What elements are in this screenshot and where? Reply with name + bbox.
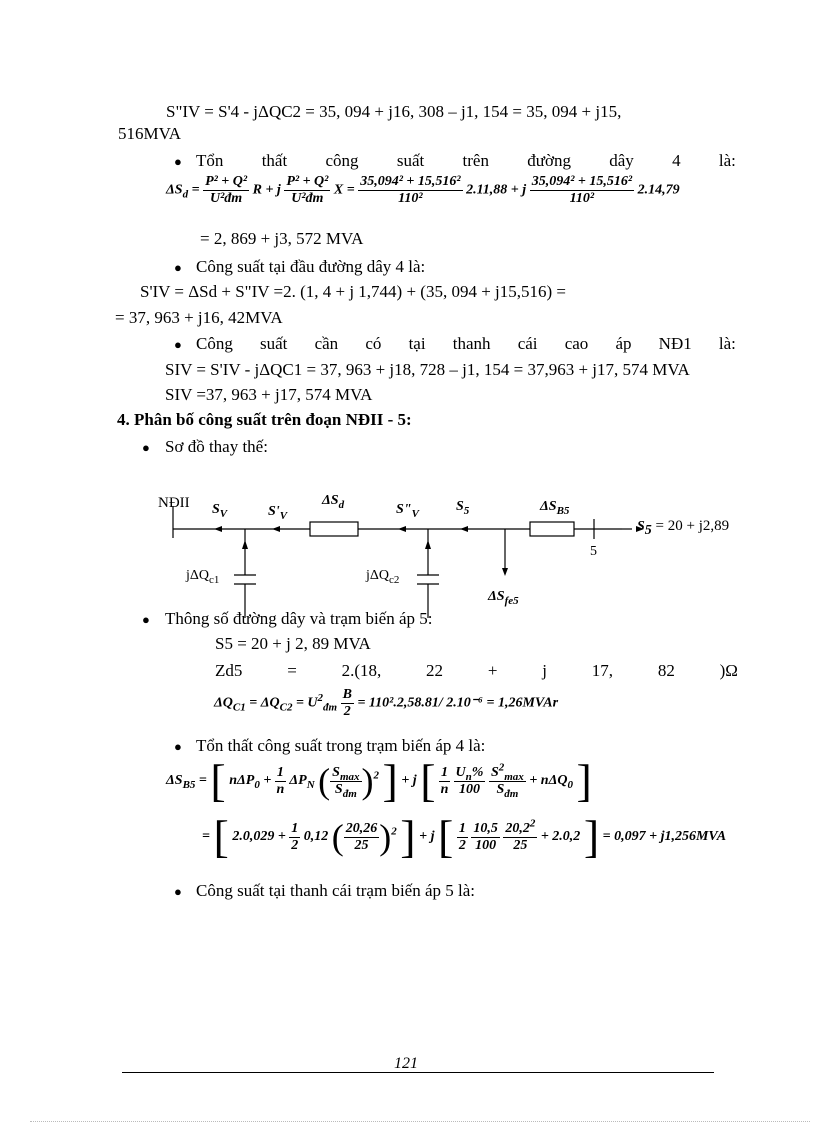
fraction: $\frac{\text{P² + Q²}}{\text{U²đm}}$ — [205, 174, 248, 206]
fraction: $\frac{S^2_{max}}{S_{đm}}$ — [490, 760, 524, 800]
line-SIV-calc: SIV = S'IV - jΔQC1 = 37, 963 + j18, 728 – j1, 154 = 37,963 + j17, 574 MVA — [165, 360, 690, 379]
bullet-dot: ● — [174, 739, 182, 754]
fraction: $\frac{1}{n}$ — [440, 764, 449, 797]
label-SV: $S_V$ — [212, 502, 228, 520]
fraction: $\frac{10,5}{100}$ — [473, 820, 498, 853]
bullet-dot: ● — [142, 440, 150, 455]
fraction: $\frac{20,2^2}{25}$ — [505, 816, 536, 853]
label-dSd: $\Delta S_d$ — [322, 493, 345, 511]
fraction: $\frac{1}{2}$ — [291, 820, 299, 853]
arrow — [272, 526, 280, 532]
bullet-dot: ● — [174, 154, 182, 169]
bullet-params: Thông số đường dây và trạm biến áp 5: — [165, 609, 433, 628]
diagram-node-label: NĐII — [158, 495, 190, 511]
line-SIV-double-prime — [166, 103, 739, 120]
page-edge-dotted — [30, 1121, 810, 1122]
label-dSfe5: $\Delta S_{fe5}$ — [488, 589, 519, 607]
arrow — [502, 568, 508, 576]
fraction: $\frac{U_n\%}{100}$ — [455, 764, 484, 797]
section-heading: 4. Phân bố công suất trên đoạn NĐII - 5: — [117, 410, 412, 429]
label-qc1: jΔQ$_{c1}$ — [186, 568, 220, 586]
arrow — [242, 540, 248, 549]
line-Zd5: Zd5 = 2.(18, 22 + j 17, 82 )Ω — [215, 661, 738, 680]
arrow — [398, 526, 406, 532]
formula-delta-Q: $\Delta Q_{C1} = \Delta Q_{C2} = U^2_{đm}$ $\frac{B}{2}$ = 110².2,58.81/ 2.10⁻⁶ = 1,26MVAr — [214, 687, 559, 719]
bullet-power-head4: Công suất tại đầu đường dây 4 là: — [196, 257, 426, 276]
line1-continuation: 516MVA — [118, 124, 181, 143]
formula-delta-SB5-numeric: = [ 2.0,029 + $\frac{1}{2}$ 0,12 ( $\frac{20,26}{25}$ )$^2$ ] + j [ $\frac{1}{2}$ $\frac{10,5}{100}$ $\frac{20,2^2}{25}$ + 2.0,2 ] = 0,097 + j1,256MVA — [202, 811, 727, 862]
line-impedance — [310, 522, 358, 536]
line1-main: S"IV = S'4 - jΔQC2 = 35, 094 + j16, 308 – j1, 154 = 35, 094 + j15, — [166, 102, 622, 121]
formula-delta-Sd: $\Delta S_d$ = $\frac{\text{P² + Q²}}{\text{U²đm}}$ R + j $\frac{\text{P² + Q²}}{\text{U²đm}}$ X = $\frac{\text{35,094² + 15,516²}}{\text{110²}}$ 2.11,88 + j $\frac{\text{35,094² + 15,516²}}{\text{110²}}$ 2.14,79 — [166, 174, 680, 206]
label-dSB5: $\Delta S_{B5}$ — [540, 499, 570, 517]
bullet-loss-tba: Tổn thất công suất trong trạm biến áp 4 là: — [196, 736, 486, 755]
arrow — [460, 526, 468, 532]
label-qc2: jΔQ$_{c2}$ — [366, 568, 400, 586]
line-SIV-prime: S'IV = ΔSd + S"IV =2. (1, 4 + j 1,744) + (35, 094 + j15,516) = — [140, 282, 567, 301]
bullet-dot: ● — [142, 612, 150, 627]
label-SV-double-prime: $S"_V$ — [396, 502, 419, 520]
fraction: $\frac{B}{2}$ — [342, 687, 352, 719]
fraction: $\frac{1}{n}$ — [276, 764, 285, 797]
line-S5: S5 = 20 + j 2, 89 MVA — [215, 634, 371, 653]
bullet-dot: ● — [174, 884, 182, 899]
fraction: $\frac{1}{2}$ — [458, 820, 466, 853]
transformer-impedance — [530, 522, 574, 536]
line-SIV-final: SIV =37, 963 + j17, 574 MVA — [165, 385, 373, 404]
footer-rule — [122, 1072, 714, 1073]
bullet-power-bus5: Công suất tại thanh cái trạm biến áp 5 là: — [196, 881, 476, 900]
formula-full-texts: Δ — [0, 0, 1, 1]
formula-delta-SB5: $\Delta S_{B5}$ = [ nΔP$_0$ + $\frac{1}{n}$ $\Delta P_N$ ( $\frac{S_{max}}{S_{đm}}$ )$^2$ ] + j [ $\frac{1}{n}$ $\frac{U_n\%}{100}$ $\frac{S^2_{max}}{S_{đm}}$ + nΔQ$_0$ ] — [166, 755, 592, 806]
fraction: $\frac{\text{35,094² + 15,516²}}{\text{110²}}$ — [360, 174, 461, 206]
result-delta-Sd: = 2, 869 + j3, 572 MVA — [200, 229, 364, 248]
fraction: $\frac{\text{35,094² + 15,516²}}{\text{110²}}$ — [531, 174, 633, 206]
bullet-loss-line4: Tổn thất công suất trên đường dây 4 là: — [196, 151, 736, 170]
bullet-dot: ● — [174, 337, 182, 352]
fraction: $\frac{S_{max}}{S_{đm}}$ — [332, 764, 360, 800]
arrow — [214, 526, 222, 532]
fraction: $\frac{\text{P² + Q²}}{\text{U²đm}}$ — [286, 174, 329, 206]
bullet-schematic: Sơ đồ thay thế: — [165, 437, 268, 456]
page-number: 121 — [394, 1055, 418, 1072]
fraction: $\frac{20,26}{25}$ — [345, 820, 378, 853]
label-SV-prime: $S'_V$ — [268, 504, 288, 522]
arrow — [425, 540, 431, 549]
bullet-dot: ● — [174, 260, 182, 275]
label-bus-5: 5 — [590, 544, 597, 559]
label-load: $S_5 = 20 + j2,89$ — [637, 518, 730, 538]
line-SIV-prime-result: = 37, 963 + j16, 42MVA — [115, 308, 283, 327]
label-S5: $S_5$ — [456, 499, 470, 517]
bullet-need-bus: Công suất cần có tại thanh cái cao áp NĐ1 là: — [196, 334, 736, 353]
